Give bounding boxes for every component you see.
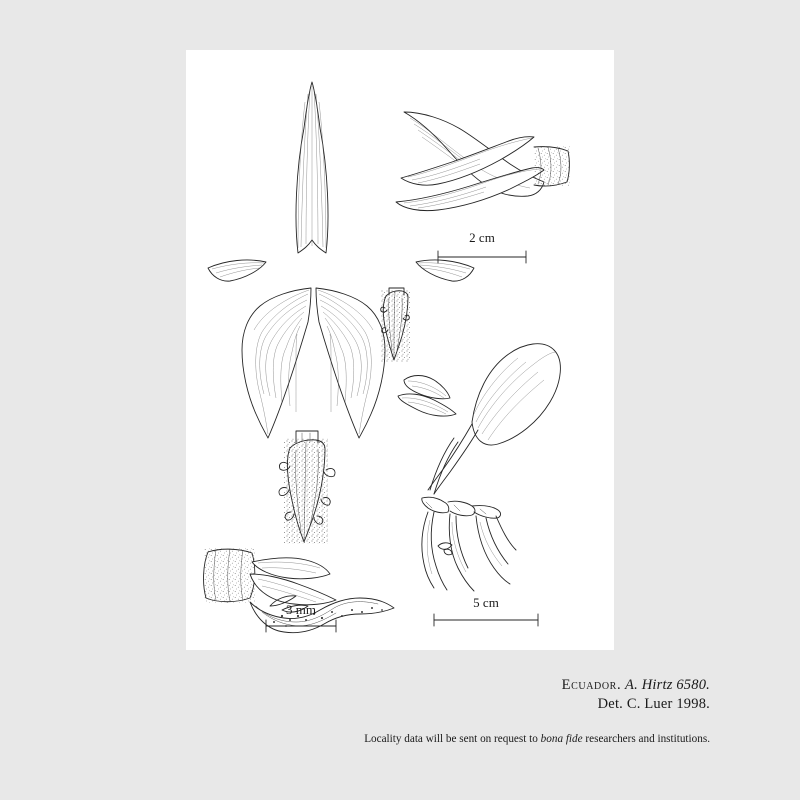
figure-petals-pair	[208, 260, 474, 281]
scale-bar-3mm-label: 3 mm	[286, 602, 316, 617]
locality-note-part2: researchers and institutions.	[582, 733, 710, 745]
figure-ovary-large	[279, 431, 335, 544]
figure-whole-plant-habit	[398, 344, 560, 591]
locality-note-italic: bona fide	[540, 733, 583, 745]
figure-flower-lateral-view	[396, 112, 570, 211]
herbarium-sheet	[186, 50, 614, 650]
scale-bar-5cm-label: 5 cm	[473, 595, 499, 610]
figure-lip-and-column	[204, 548, 394, 633]
caption-determination-line	[0, 695, 710, 714]
caption-det-prefix: Det.	[597, 696, 624, 712]
figure-dorsal-sepal	[296, 82, 328, 253]
figure-lateral-sepals	[242, 288, 385, 438]
caption-collector: A. Hirtz 6580.	[625, 677, 710, 693]
scale-bar-2cm-label: 2 cm	[469, 230, 495, 245]
caption-collection-line	[0, 676, 710, 695]
scale-bar-5cm	[434, 595, 538, 626]
specimen-caption	[0, 676, 800, 714]
illustration-plate	[186, 50, 614, 650]
scale-bar-2cm	[438, 230, 526, 263]
caption-country: Ecuador.	[561, 677, 622, 693]
locality-restriction-note	[0, 733, 800, 745]
caption-determiner: C. Luer 1998.	[626, 696, 710, 712]
locality-note-part1: Locality data will be sent on request to	[364, 733, 541, 745]
figure-ovary-small	[381, 288, 411, 362]
